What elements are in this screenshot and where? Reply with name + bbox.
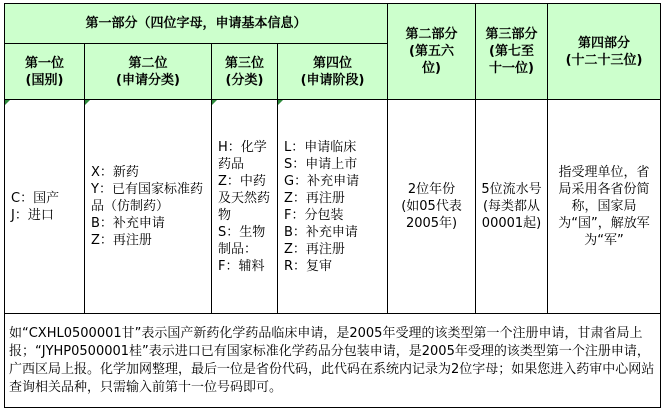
application-class-item: B：补充申请 [91, 216, 165, 231]
application-class-cell [85, 100, 212, 314]
part1-header: 第一部分（四位字母，申请基本信息） [5, 4, 388, 44]
part3-header: 第三部分 (第七至 十一位) [476, 4, 548, 100]
stage-item: G：补充申请 [284, 173, 360, 189]
stage-item: R：复审 [284, 258, 333, 274]
application-class-item: X：新药 [91, 165, 139, 180]
note-text: 如“CXHL0500001甘”表示国产新药化学药品临床申请，是2005年受理的该类型第一个注册申请，甘肃省局上报；“JYHP0500001桂”表示进口已有国家标准化学药品分包装申请，是2005年受理的该类型第一个注册申请，广西区局上报。化学加网整理，最后一位是省份代码，此代码在系统内记录为2位字母；如果您进入药审中心网站查询相关品种，只需输入前第十一位号码即可。 [9, 325, 655, 395]
part4-header: 第四部分 (十二十三位) [548, 4, 661, 100]
category-cell [212, 100, 278, 314]
col-category-header: 第三位 (分类) [212, 44, 278, 100]
stage-item: Z：再注册 [284, 190, 345, 206]
note-cell [5, 314, 661, 408]
part3-description: 5位流水号 (每类都从 00001起) [476, 100, 548, 314]
category-item: F：辅料 [218, 258, 265, 274]
stage-item: F：分包装 [284, 207, 344, 223]
part2-description: 2位年份 (如05代表 2005年) [388, 100, 476, 314]
stage-item: S：申请上市 [284, 156, 358, 172]
part4-description-text: 指受理单位，省局采用各省份简称，国家局为“国”，解放军为“军” [558, 165, 650, 248]
stage-cell [278, 100, 388, 314]
category-item: S：生物制品： [218, 224, 266, 257]
category-item: Z：中药及天然药物 [218, 173, 271, 223]
col-stage-header: 第四位 (申请阶段) [278, 44, 388, 100]
application-class-item: Z：再注册 [91, 233, 152, 248]
registration-code-table [4, 3, 661, 408]
stage-item: B：补充申请 [284, 224, 358, 240]
part4-description [548, 100, 661, 314]
stage-item: Z：再注册 [284, 241, 345, 257]
application-class-item: Y：已有国家标准药品（仿制药） [91, 182, 203, 214]
country-item: J：进口 [11, 207, 54, 223]
part2-header: 第二部分 (第五六 位) [388, 4, 476, 100]
category-item: H：化学药品 [218, 139, 267, 172]
col-country-header: 第一位 (国别) [5, 44, 85, 100]
country-item: C：国产 [11, 190, 60, 206]
stage-item: L：申请临床 [284, 139, 357, 155]
country-cell [5, 100, 85, 314]
col-application-class-header: 第二位 (申请分类) [85, 44, 212, 100]
